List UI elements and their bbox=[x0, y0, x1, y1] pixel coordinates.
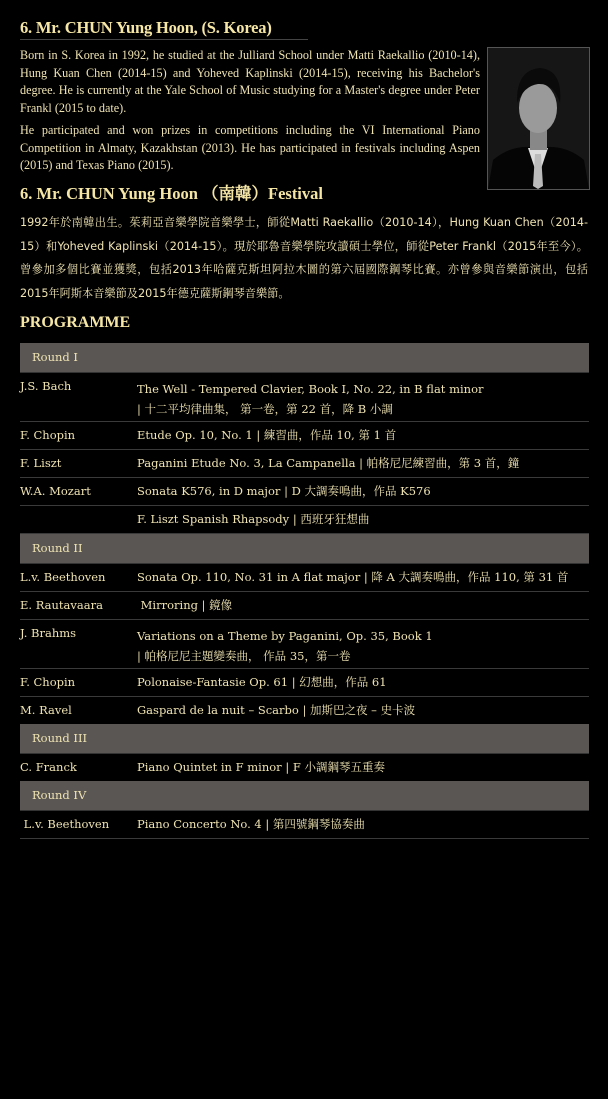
round-header: Round III bbox=[20, 724, 589, 754]
composer: W.A. Mozart bbox=[20, 484, 91, 498]
composer: J. Brahms bbox=[20, 626, 77, 640]
table-row bbox=[20, 478, 589, 506]
composer: C. Franck bbox=[20, 760, 77, 774]
composer: L.v. Beethoven bbox=[20, 570, 106, 584]
table-row bbox=[20, 450, 589, 478]
work: Sonata K576, in D major | D 大調奏鳴曲，作品 K576 bbox=[137, 484, 431, 498]
work: Paganini Etude No. 3, La Campanella | 帕格尼尼練習曲，第 3 首，鐘 bbox=[137, 456, 520, 470]
composer: F. Chopin bbox=[20, 675, 76, 689]
table-row bbox=[20, 373, 589, 422]
work: F. Liszt Spanish Rhapsody | 西班牙狂想曲 bbox=[137, 512, 370, 526]
table-row bbox=[20, 697, 589, 724]
table-row bbox=[20, 754, 589, 781]
biography-zh: 1992年於南韓出生。茱莉亞音樂學院音樂學士，師從Matti Raekallio（2010-14），Hung Kuan Chen（2014-15）和Yoheved Kaplinski（2014-15）。現於耶魯音樂學院攻讀碩士學位，師從Peter Frankl（2015年至今）。曾參加多個比賽並獲獎，包括2013年哈薩克斯坦阿拉木圖的第六屆國際鋼琴比賽。亦曾參與音樂節演出，包括2015年阿斯本音樂節及2015年德克薩斯鋼琴音樂節。 bbox=[20, 216, 588, 300]
composer: F. Liszt bbox=[20, 456, 62, 470]
bio-paragraph: He participated and won prizes in competitions including the VI International Piano Competition in Almaty, Kazakhstan (2013). He has participated in festivals including Aspen (2015) and Texas Piano (2015). bbox=[20, 123, 480, 172]
composer: F. Chopin bbox=[20, 428, 76, 442]
bio-paragraph: Born in S. Korea in 1992, he studied at the Julliard School under Matti Raekallio (2010-14), Hung Kuan Chen (2014-15) and Yoheved Kaplinski (2014-15), receiving his Bachelor's degree. He is currently at the Yale School of Music studying for a Master's degree under Peter Frankl (2015 to date). bbox=[20, 48, 480, 115]
composer bbox=[20, 506, 137, 512]
programme-title: PROGRAMME bbox=[20, 314, 131, 331]
work: Polonaise-Fantasie Op. 61 | 幻想曲，作品 61 bbox=[137, 675, 387, 689]
table-row bbox=[20, 592, 589, 620]
table-row bbox=[20, 811, 589, 839]
work bbox=[137, 373, 484, 421]
pianist-photo bbox=[487, 47, 590, 190]
pianist-heading-zh: 6. Mr. CHUN Yung Hoon （南韓）Festival bbox=[20, 184, 323, 203]
work: Gaspard de la nuit – Scarbo | 加斯巴之夜 – 史卡波 bbox=[137, 703, 416, 717]
work-title-zh: | 十二平均律曲集， 第一卷，第 22 首，降 B 小調 bbox=[137, 402, 393, 416]
work bbox=[137, 620, 433, 668]
composer: J.S. Bach bbox=[20, 379, 72, 393]
programme-table bbox=[20, 343, 589, 839]
work: Etude Op. 10, No. 1 | 練習曲，作品 10, 第 1 首 bbox=[137, 428, 397, 442]
work-title-zh: | 帕格尼尼主題變奏曲， 作品 35，第一卷 bbox=[137, 649, 351, 663]
biography-en bbox=[20, 47, 480, 180]
work: Sonata Op. 110, No. 31 in A flat major | 降 A 大調奏鳴曲，作品 110, 第 31 首 bbox=[137, 570, 569, 584]
work: Piano Concerto No. 4 | 第四號鋼琴協奏曲 bbox=[137, 817, 365, 831]
pianist-heading: 6. Mr. CHUN Yung Hoon, (S. Korea) bbox=[20, 18, 308, 40]
round-header: Round IV bbox=[20, 781, 589, 811]
table-row bbox=[20, 669, 589, 697]
composer: E. Rautavaara bbox=[20, 598, 103, 612]
table-row bbox=[20, 422, 589, 450]
work-title: The Well - Tempered Clavier, Book I, No. 22, in B flat minor bbox=[137, 382, 484, 396]
table-row bbox=[20, 564, 589, 592]
composer: M. Ravel bbox=[20, 703, 72, 717]
composer: L.v. Beethoven bbox=[20, 817, 110, 831]
round-header: Round I bbox=[20, 343, 589, 373]
round-header: Round II bbox=[20, 534, 589, 564]
table-row bbox=[20, 506, 589, 534]
table-row bbox=[20, 620, 589, 669]
work-title: Variations on a Theme by Paganini, Op. 35, Book 1 bbox=[137, 629, 433, 643]
work: Piano Quintet in F minor | F 小調鋼琴五重奏 bbox=[137, 760, 385, 774]
work: Mirroring | 鏡像 bbox=[137, 598, 233, 612]
